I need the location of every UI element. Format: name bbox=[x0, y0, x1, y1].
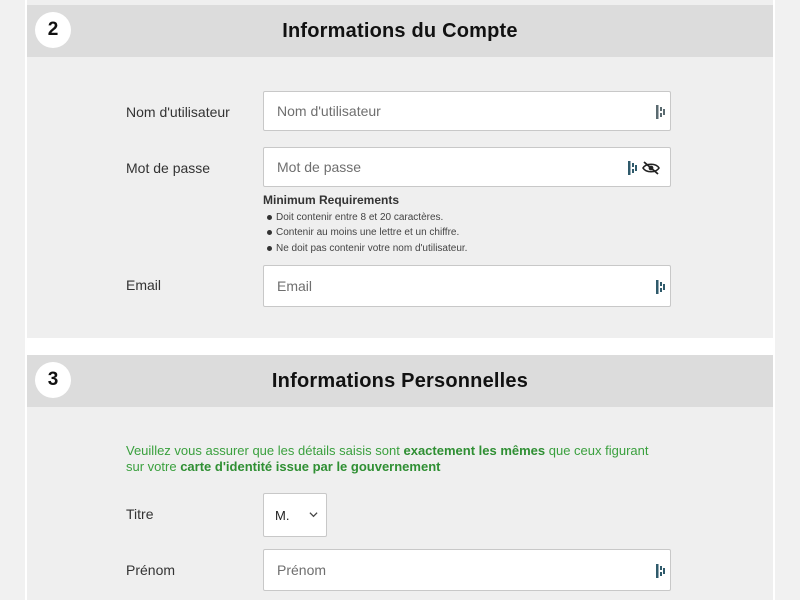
password-manager-icon[interactable] bbox=[656, 280, 666, 294]
notice-emphasis: carte d'identité issue par le gouvernement bbox=[180, 459, 441, 474]
password-label: Mot de passe bbox=[126, 160, 211, 176]
email-field-wrapper bbox=[263, 265, 671, 307]
firstname-input[interactable] bbox=[264, 550, 670, 590]
firstname-field-wrapper bbox=[263, 549, 671, 591]
section-title: Informations Personnelles bbox=[271, 369, 529, 392]
requirements-list bbox=[263, 210, 467, 257]
requirements-title: Minimum Requirements bbox=[263, 193, 400, 207]
email-label: Email bbox=[126, 277, 162, 293]
password-manager-icon[interactable] bbox=[628, 161, 638, 175]
username-field-wrapper bbox=[263, 91, 671, 131]
eye-slash-icon[interactable] bbox=[642, 161, 660, 175]
username-input[interactable] bbox=[264, 92, 670, 130]
notice-emphasis: exactement les mêmes bbox=[403, 443, 546, 458]
email-input[interactable] bbox=[264, 266, 670, 306]
password-manager-icon[interactable] bbox=[656, 105, 666, 119]
password-manager-icon[interactable] bbox=[656, 564, 666, 578]
step-number-badge: 3 bbox=[35, 362, 71, 398]
account-info-header bbox=[27, 5, 773, 57]
password-field-wrapper bbox=[263, 147, 671, 187]
username-label: Nom d'utilisateur bbox=[126, 104, 230, 120]
personal-info-header bbox=[27, 355, 773, 407]
password-requirements bbox=[263, 193, 467, 256]
requirement-item: Contenir au moins une lettre et un chiffre. bbox=[263, 225, 467, 241]
identity-notice bbox=[126, 443, 666, 475]
notice-text: Veuillez vous assurer que les détails saisis sont bbox=[126, 443, 404, 458]
requirement-item: Doit contenir entre 8 et 20 caractères. bbox=[263, 210, 467, 226]
firstname-label: Prénom bbox=[126, 562, 176, 578]
section-title: Informations du Compte bbox=[282, 19, 518, 42]
title-label: Titre bbox=[126, 506, 154, 522]
step-number-badge: 2 bbox=[35, 12, 71, 48]
notice-text: que ceux figurant sur votre bbox=[126, 443, 649, 474]
title-select[interactable] bbox=[263, 493, 327, 537]
password-input[interactable] bbox=[264, 148, 670, 186]
personal-info-section bbox=[27, 355, 773, 600]
account-info-section bbox=[27, 0, 773, 338]
requirement-item: Ne doit pas contenir votre nom d'utilisateur. bbox=[263, 241, 467, 257]
title-select-value: M. bbox=[275, 508, 290, 523]
chevron-down-icon bbox=[309, 510, 318, 519]
